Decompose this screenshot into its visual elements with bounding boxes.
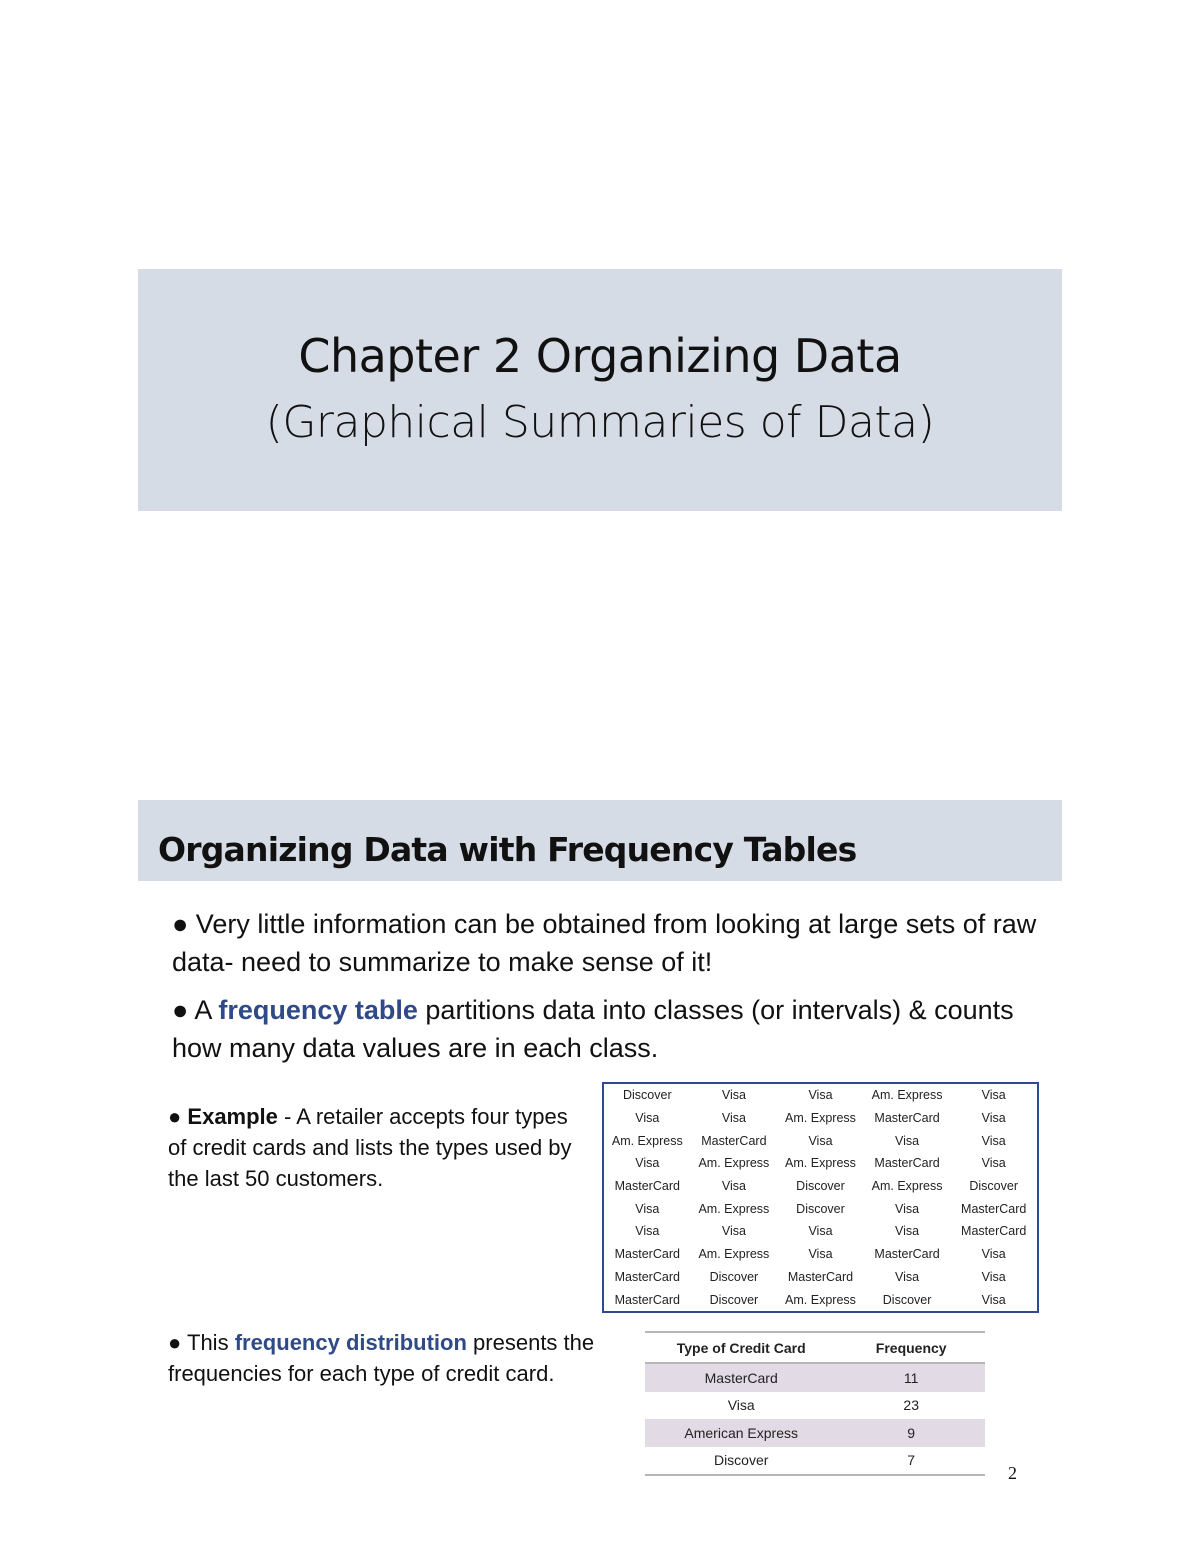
raw-data-row: [604, 1152, 1037, 1175]
raw-data-cell: Visa: [981, 1111, 1006, 1126]
table-row: [645, 1363, 985, 1392]
raw-data-row: [604, 1243, 1037, 1266]
raw-data-cell: Visa: [808, 1224, 833, 1239]
raw-data-cell: Visa: [808, 1088, 833, 1103]
example-text: - A retailer accepts four types of credit cards and lists the types used by the last 50 customers.: [168, 1104, 572, 1191]
raw-data-cell: Discover: [969, 1179, 1018, 1194]
raw-data-cell: Visa: [721, 1088, 746, 1103]
frequency-table: [645, 1331, 985, 1476]
raw-data-cell: MasterCard: [874, 1111, 940, 1126]
frequency-cell: 11: [837, 1363, 985, 1392]
bullet-prefix: ● A: [172, 995, 219, 1025]
raw-data-cell: Discover: [796, 1201, 845, 1216]
raw-data-cell: Visa: [635, 1156, 660, 1171]
page-number: 2: [1008, 1463, 1017, 1483]
card-type-cell: MasterCard: [645, 1363, 837, 1392]
raw-data-row: [604, 1175, 1037, 1198]
raw-data-cell: MasterCard: [614, 1179, 680, 1194]
raw-data-cell: Visa: [808, 1133, 833, 1148]
table-row: [645, 1392, 985, 1420]
table-row: [645, 1447, 985, 1476]
bullet-prefix: ● This: [168, 1330, 235, 1355]
raw-data-cell: MasterCard: [614, 1292, 680, 1307]
raw-data-cell: Visa: [895, 1224, 920, 1239]
raw-data-cell: Visa: [981, 1088, 1006, 1103]
frequency-cell: 9: [837, 1419, 985, 1447]
raw-data-cell: Visa: [981, 1156, 1006, 1171]
card-type-cell: Visa: [727, 1397, 755, 1414]
raw-data-cell: Discover: [796, 1179, 845, 1194]
raw-data-grid: [602, 1082, 1039, 1313]
bullet-raw-data: ● Very little information can be obtained from looking at large sets of raw data- need to summarize to make sense of it!: [172, 909, 1037, 977]
title-slide: [138, 269, 1062, 511]
raw-data-cell: MasterCard: [614, 1247, 680, 1262]
raw-data-cell: Visa: [635, 1111, 660, 1126]
raw-data-cell: Am. Express: [871, 1179, 943, 1194]
raw-data-cell: Visa: [721, 1224, 746, 1239]
bullet-text: partitions data into classes (or intervals) & counts how many data values are in each class.: [172, 995, 1014, 1063]
raw-data-cell: Am. Express: [698, 1156, 770, 1171]
card-type-cell: American Express: [645, 1419, 837, 1447]
raw-data-row: [604, 1266, 1037, 1289]
raw-data-cell: Discover: [709, 1292, 759, 1307]
chapter-title: Chapter 2 Organizing Data: [298, 329, 902, 383]
raw-data-cell: MasterCard: [874, 1156, 940, 1171]
raw-data-cell: Visa: [808, 1247, 833, 1262]
raw-data-cell: Visa: [981, 1292, 1006, 1307]
frequency-cell: 23: [903, 1397, 919, 1414]
raw-data-cell: Visa: [721, 1179, 746, 1194]
raw-data-cell: Am. Express: [785, 1292, 856, 1307]
raw-data-cell: Visa: [895, 1133, 920, 1148]
raw-data-cell: MasterCard: [701, 1133, 767, 1148]
header-frequency: Frequency: [837, 1332, 985, 1363]
raw-data-row: [604, 1220, 1037, 1243]
raw-data-row: [604, 1084, 1037, 1107]
raw-data-cell: Visa: [981, 1269, 1006, 1284]
raw-data-cell: MasterCard: [874, 1247, 940, 1262]
raw-data-cell: MasterCard: [614, 1269, 680, 1284]
raw-data-cell: Visa: [895, 1201, 920, 1216]
raw-data-cell: Visa: [635, 1201, 660, 1216]
term-frequency-table: frequency table: [218, 995, 418, 1025]
raw-data-cell: Am. Express: [785, 1111, 856, 1126]
raw-data-cell: Am. Express: [698, 1247, 770, 1262]
raw-data-cell: Discover: [622, 1088, 672, 1103]
raw-data-cell: Am. Express: [871, 1088, 943, 1103]
raw-data-row: [604, 1129, 1037, 1152]
raw-data-cell: Am. Express: [785, 1156, 856, 1171]
raw-data-cell: Visa: [981, 1133, 1006, 1148]
term-frequency-distribution: frequency distribution: [234, 1330, 467, 1355]
raw-data-table: [604, 1084, 1037, 1311]
raw-data-cell: Visa: [635, 1224, 660, 1239]
raw-data-cell: Am. Express: [698, 1201, 770, 1216]
raw-data-cell: MasterCard: [787, 1269, 854, 1284]
raw-data-cell: Discover: [882, 1292, 932, 1307]
raw-data-cell: MasterCard: [961, 1201, 1027, 1216]
bullet-frequency-distribution: [168, 1327, 618, 1389]
table-row: [645, 1419, 985, 1447]
raw-data-cell: Discover: [709, 1269, 759, 1284]
frequency-cell: 7: [837, 1447, 985, 1476]
raw-data-cell: Visa: [981, 1247, 1006, 1262]
header-card-type: Type of Credit Card: [645, 1332, 837, 1363]
raw-data-cell: MasterCard: [961, 1224, 1027, 1239]
raw-data-cell: Visa: [895, 1269, 920, 1284]
distribution-text: presents the frequencies for each type of credit card.: [168, 1330, 595, 1386]
raw-data-cell: Am. Express: [611, 1133, 683, 1148]
bullet-frequency-table: [172, 991, 1052, 1067]
bullet-example: [168, 1101, 588, 1194]
example-label: Example: [187, 1104, 278, 1129]
slide-heading: Organizing Data with Frequency Tables: [158, 830, 857, 869]
bullet-prefix: ●: [168, 1104, 188, 1129]
raw-data-row: [604, 1288, 1037, 1311]
raw-data-cell: Visa: [721, 1111, 746, 1126]
raw-data-row: [604, 1107, 1037, 1130]
card-type-cell: Discover: [645, 1447, 837, 1476]
raw-data-row: [604, 1197, 1037, 1220]
chapter-subtitle: (Graphical Summaries of Data): [265, 397, 935, 448]
slide-header: [138, 800, 1062, 881]
